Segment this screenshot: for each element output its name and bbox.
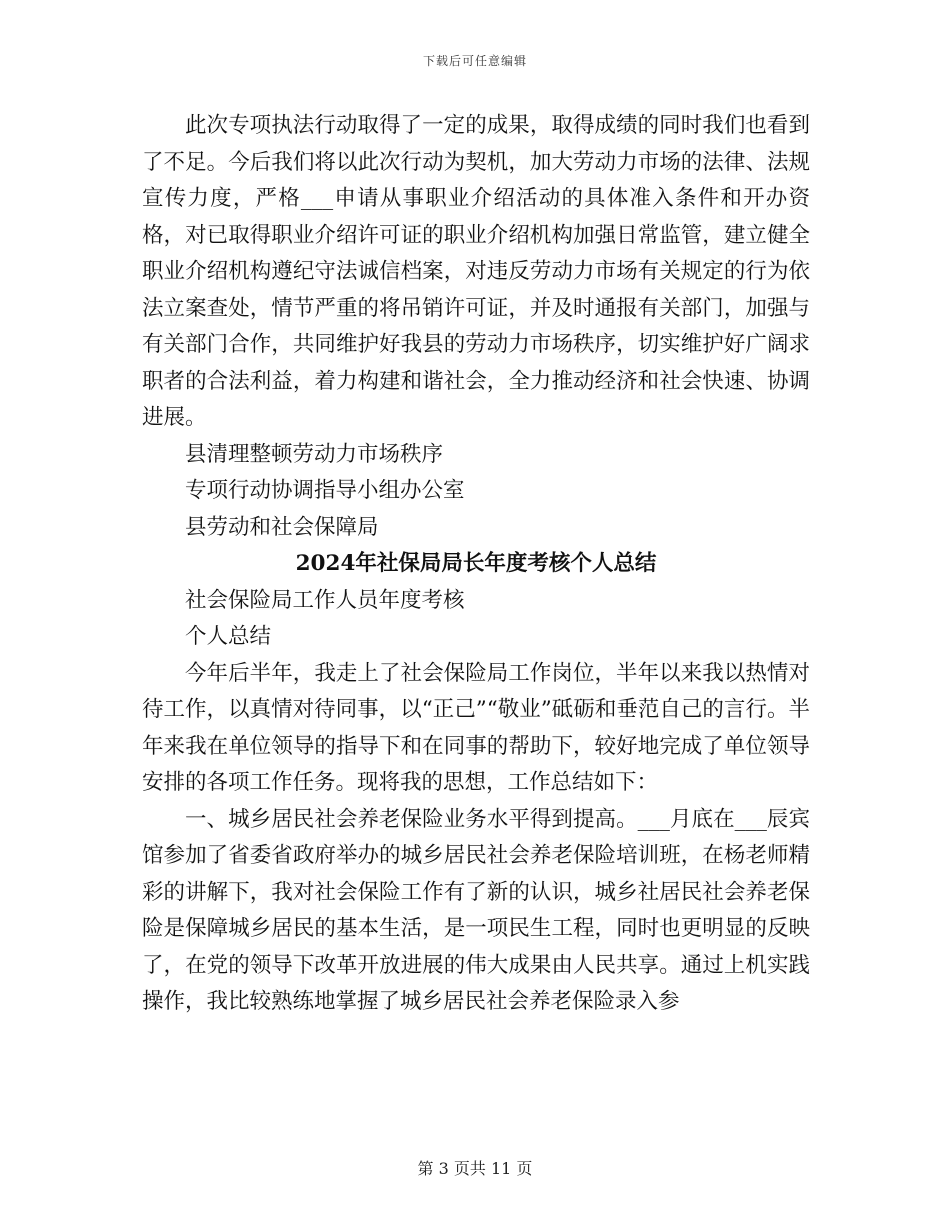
document-body <box>142 108 810 1021</box>
signature-line-1: 县清理整顿劳动力市场秩序 <box>185 441 444 467</box>
page-header: 下载后可任意编辑 <box>422 54 527 68</box>
subtitle-line-1: 社会保险局工作人员年度考核 <box>185 587 465 613</box>
signature-line-2: 专项行动协调指导小组办公室 <box>185 478 465 503</box>
page-footer: 第 3 页共 11 页 <box>417 1159 533 1178</box>
section-title: 2024年社保局局长年度考核个人总结 <box>295 551 657 576</box>
paragraph-enforcement-summary: 此次专项执法行动取得了一定的成果，取得成绩的同时我们也看到了不足。今后我们将以此次行动为契机，加大劳动力市场的法律、法规宣传力度，严格___申请从事职业介绍活动的具体准入条件和开办资格，对已取得职业介绍许可证的职业介绍机构加强日常监管，建立健全职业介绍机构遵纪守法诚信档案，对违反劳动力市场有关规定的行为依法立案查处，情节严重的将吊销许可证，并及时通报有关部门，加强与有关部门合作，共同维护好我县的劳动力市场秩序，切实维护好广阔求职者的合法利益，着力构建和谐社会，全力推动经济和社会快速、协调进展。 <box>142 113 810 430</box>
paragraph-intro: 今年后半年，我走上了社会保险局工作岗位，半年以来我以热情对待工作，以真情对待同事，以“正己”“敬业”砥砺和垂范自己的言行。半年来我在单位领导的指导下和在同事的帮助下，较好地完成了单位领导安排的各项工作任务。现将我的思想，工作总结如下： <box>142 660 810 795</box>
paragraph-section-one: 一、城乡居民社会养老保险业务水平得到提高。___月底在___辰宾馆参加了省委省政府举办的城乡居民社会养老保险培训班，在杨老师精彩的讲解下，我对社会保险工作有了新的认识，城乡社居民社会养老保险是保障城乡居民的基本生活，是一项民生工程，同时也更明显的反映了，在党的领导下改革开放进展的伟大成果由人民共享。通过上机实践操作，我比较熟练地掌握了城乡居民社会养老保险录入参 <box>142 806 810 1014</box>
subtitle-line-2: 个人总结 <box>185 624 272 649</box>
signature-line-3: 县劳动和社会保障局 <box>185 514 379 540</box>
